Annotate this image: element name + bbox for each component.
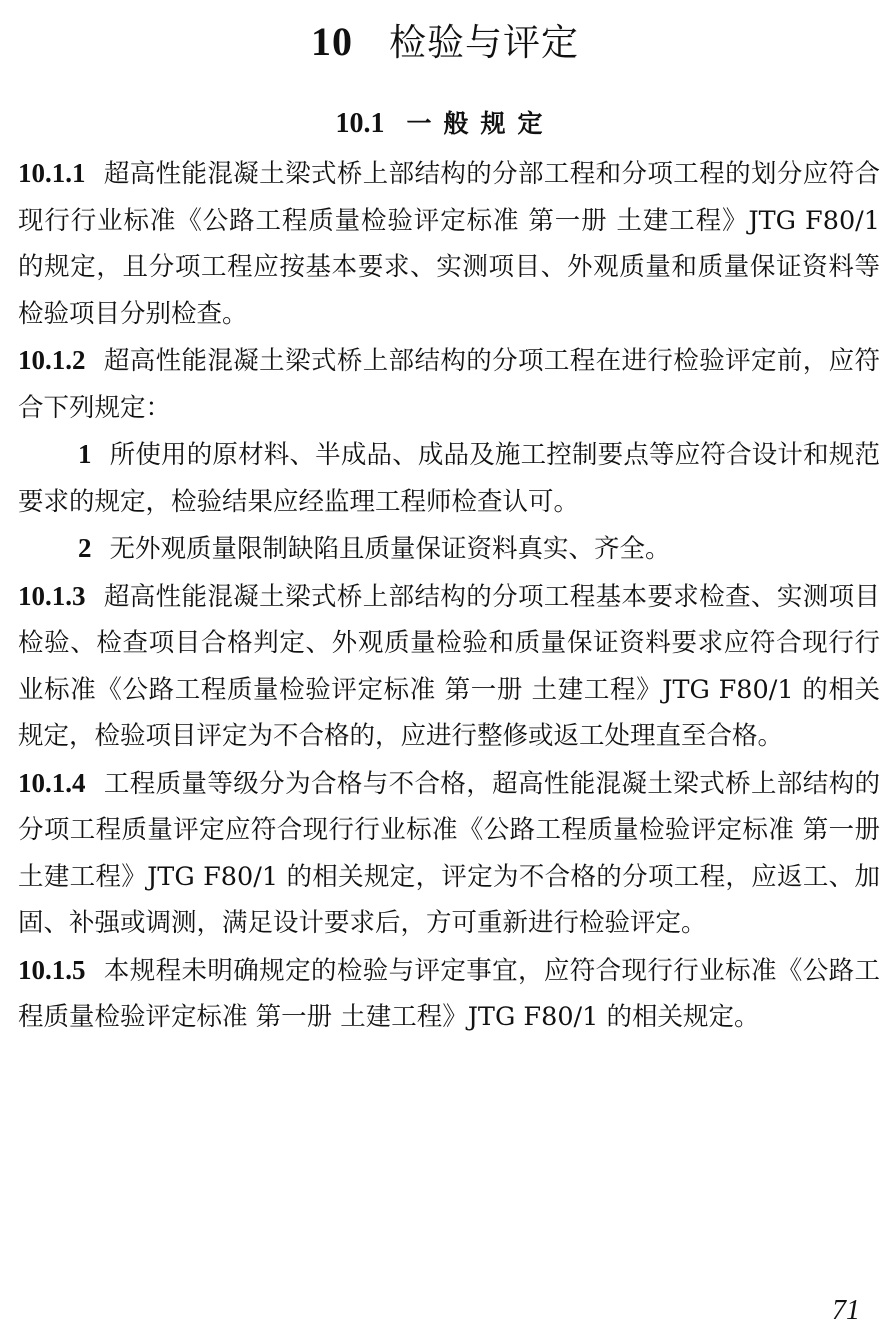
chapter-title: 检验与评定 xyxy=(389,21,579,64)
clause-10-1-4 xyxy=(18,760,880,947)
clause-number: 10.1.1 xyxy=(18,158,86,188)
section-title: 一般规定 xyxy=(406,109,555,138)
clause-10-1-2-item-1 xyxy=(18,431,880,525)
clause-number: 10.1.2 xyxy=(18,345,86,375)
clause-10-1-5 xyxy=(18,947,880,1041)
chapter-number: 10 xyxy=(311,19,353,64)
clause-number: 10.1.4 xyxy=(18,767,86,798)
page-number: 71 xyxy=(832,1295,860,1326)
clause-number: 10.1.5 xyxy=(18,954,86,985)
section-body xyxy=(18,150,880,1041)
chapter-heading xyxy=(0,14,890,71)
item-number: 1 xyxy=(78,439,92,469)
item-text: 所使用的原材料、半成品、成品及施工控制要点等应符合设计和规范要求的规定，检验结果应经监理工程师检查认可。 xyxy=(18,440,880,517)
clause-number: 10.1.3 xyxy=(18,580,86,611)
clause-10-1-1 xyxy=(18,150,880,337)
clause-text: 工程质量等级分为合格与不合格，超高性能混凝土梁式桥上部结构的分项工程质量评定应符合现行行业标准《公路工程质量检验评定标准 第一册 土建工程》JTG F80/1 的相关规定，评定为不合格的分项工程，应返工、加固、补强或调测，满足设计要求后，方可重新进行检验评定。 xyxy=(18,768,880,938)
clause-text: 本规程未明确规定的检验与评定事宜，应符合现行行业标准《公路工程质量检验评定标准 第一册 土建工程》JTG F80/1 的相关规定。 xyxy=(18,955,880,1032)
clause-text: 超高性能混凝土梁式桥上部结构的分项工程基本要求检查、实测项目检验、检查项目合格判定、外观质量检验和质量保证资料要求应符合现行行业标准《公路工程质量检验评定标准 第一册 土建工程》JTG F80/1 的相关规定，检验项目评定为不合格的，应进行整修或返工处理直至合格。 xyxy=(18,581,880,751)
item-number: 2 xyxy=(78,533,92,563)
item-text: 无外观质量限制缺陷且质量保证资料真实、齐全。 xyxy=(109,534,671,564)
clause-text: 超高性能混凝土梁式桥上部结构的分部工程和分项工程的划分应符合现行行业标准《公路工程质量检验评定标准 第一册 土建工程》JTG F80/1 的规定，且分项工程应按基本要求、实测项目、外观质量和质量保证资料等检验项目分别检查。 xyxy=(18,159,880,329)
clause-text: 超高性能混凝土梁式桥上部结构的分项工程在进行检验评定前，应符合下列规定： xyxy=(18,346,880,423)
clause-10-1-2-item-2 xyxy=(18,525,880,573)
section-heading xyxy=(0,104,890,144)
section-number: 10.1 xyxy=(335,108,385,139)
clause-10-1-2 xyxy=(18,337,880,431)
clause-10-1-3 xyxy=(18,573,880,760)
